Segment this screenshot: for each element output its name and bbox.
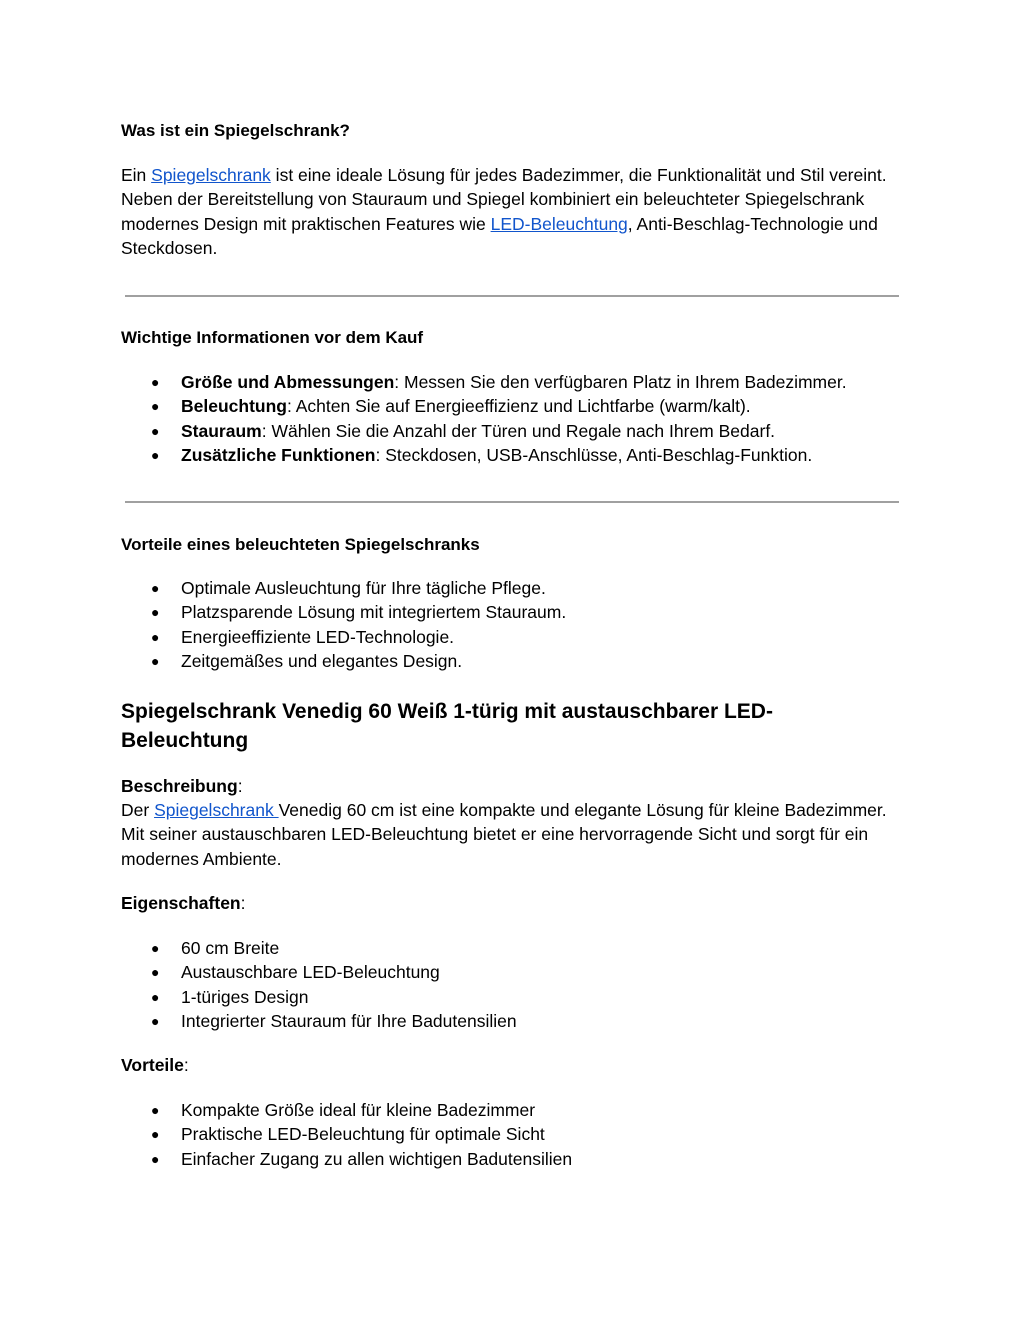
list-item — [121, 1122, 572, 1146]
list-item — [121, 419, 847, 443]
properties-label-line — [121, 891, 246, 915]
description-text-end: Venedig 60 cm ist eine kompakte und elegante Lösung für kleine Badezimmer. Mit seiner austauschbaren LED-Beleuchtung bietet er eine hervorragende Sicht und sorgt für ein modernes Ambiente. — [121, 800, 887, 869]
list-item — [121, 600, 566, 624]
advantages-label-line — [121, 1053, 189, 1077]
item-text: : Wählen Sie die Anzahl der Türen und Regale nach Ihrem Bedarf. — [261, 420, 776, 441]
label-colon: : — [240, 893, 246, 913]
list-item — [121, 443, 847, 467]
bullet-icon: ● — [151, 422, 160, 439]
description-text-start: Der — [121, 800, 155, 820]
list-item — [121, 394, 847, 418]
bullet-icon: ● — [151, 398, 160, 415]
bullet-icon: ● — [151, 1126, 160, 1143]
bullet-icon: ● — [151, 1150, 160, 1167]
item-text: Zeitgemäßes und elegantes Design. — [181, 650, 463, 671]
product-title: Spiegelschrank Venedig 60 Weiß 1-türig mit austauschbarer LED-Beleuchtung — [121, 700, 773, 752]
list-item — [121, 576, 566, 600]
item-text: Platzsparende Lösung mit integriertem Stauraum. — [181, 602, 567, 623]
item-term: Beleuchtung — [181, 396, 287, 417]
item-term: Größe und Abmessungen — [181, 372, 395, 392]
list-item — [121, 370, 847, 394]
heading-what-is: Was ist ein Spiegelschrank? — [121, 121, 350, 140]
intro-paragraph — [121, 163, 891, 260]
bullet-icon: ● — [151, 628, 160, 645]
horizontal-rule-2 — [125, 501, 899, 503]
item-text: Praktische LED-Beleuchtung für optimale Sicht — [181, 1124, 545, 1145]
list-item — [121, 960, 517, 984]
intro-text-middle: ist eine ideale Lösung für jedes Badezimmer, die Funktionalität und Stil vereint. Neben der Bereitstellung von Stauraum und Spiegel kombiniert ein beleuchteter Spiegelschrank modernes Design mit praktischen Features wie — [121, 165, 887, 234]
bullet-icon: ● — [151, 374, 160, 390]
description-label-line — [121, 774, 243, 798]
list-item — [121, 1009, 517, 1033]
list-item — [121, 1147, 572, 1171]
bullet-icon: ● — [151, 580, 160, 596]
bullet-icon: ● — [151, 964, 160, 981]
link-spiegelschrank[interactable]: Spiegelschrank — [151, 165, 271, 185]
link-spiegelschrank-product[interactable]: Spiegelschrank — [154, 800, 279, 820]
list-item — [121, 625, 566, 649]
item-term: Zusätzliche Funktionen — [181, 444, 376, 465]
list-item — [121, 985, 517, 1009]
bullet-icon: ● — [151, 1102, 160, 1118]
intro-text-start: Ein — [121, 165, 152, 185]
advantages-label: Vorteile — [121, 1055, 184, 1075]
label-colon: : — [183, 1055, 189, 1075]
item-text: : Steckdosen, USB-Anschlüsse, Anti-Beschlag-Funktion. — [375, 444, 813, 465]
list-item — [121, 649, 566, 673]
product-description — [121, 798, 891, 871]
item-text: Einfacher Zugang zu allen wichtigen Badutensilien — [181, 1148, 573, 1169]
advantages-list — [121, 576, 566, 673]
intro-text-end: , Anti-Beschlag-Technologie und Steckdosen. — [121, 213, 878, 258]
item-text: 60 cm Breite — [181, 938, 280, 958]
description-label: Beschreibung — [121, 776, 238, 796]
item-text: Kompakte Größe ideal für kleine Badezimmer — [181, 1100, 536, 1120]
properties-label: Eigenschaften — [121, 893, 241, 913]
item-text: : Achten Sie auf Energieeffizienz und Lichtfarbe (warm/kalt). — [286, 396, 751, 417]
item-text: : Messen Sie den verfügbaren Platz in Ihrem Badezimmer. — [394, 372, 847, 392]
bullet-icon: ● — [151, 940, 160, 956]
item-text: Austauschbare LED-Beleuchtung — [181, 962, 440, 983]
bullet-icon: ● — [151, 988, 160, 1005]
bullet-icon: ● — [151, 604, 160, 621]
properties-list — [121, 936, 517, 1033]
item-term: Stauraum — [181, 420, 262, 441]
item-text: Integrierter Stauraum für Ihre Badutensilien — [181, 1010, 517, 1031]
product-advantages-list — [121, 1098, 572, 1171]
bullet-icon: ● — [151, 446, 160, 463]
bullet-icon: ● — [151, 652, 160, 669]
heading-info-before-purchase: Wichtige Informationen vor dem Kauf — [121, 328, 424, 347]
horizontal-rule-1 — [125, 295, 899, 297]
item-text: Optimale Ausleuchtung für Ihre tägliche Pflege. — [181, 578, 546, 598]
list-item — [121, 1098, 572, 1122]
item-text: 1-türiges Design — [181, 986, 309, 1007]
heading-advantages-lit-cabinet: Vorteile eines beleuchteten Spiegelschranks — [121, 535, 480, 554]
item-text: Energieeffiziente LED-Technologie. — [181, 626, 455, 647]
list-item — [121, 936, 517, 960]
purchase-info-list — [121, 370, 847, 467]
link-led-beleuchtung[interactable]: LED-Beleuchtung — [490, 213, 628, 234]
label-colon: : — [237, 776, 243, 796]
bullet-icon: ● — [151, 1012, 160, 1029]
